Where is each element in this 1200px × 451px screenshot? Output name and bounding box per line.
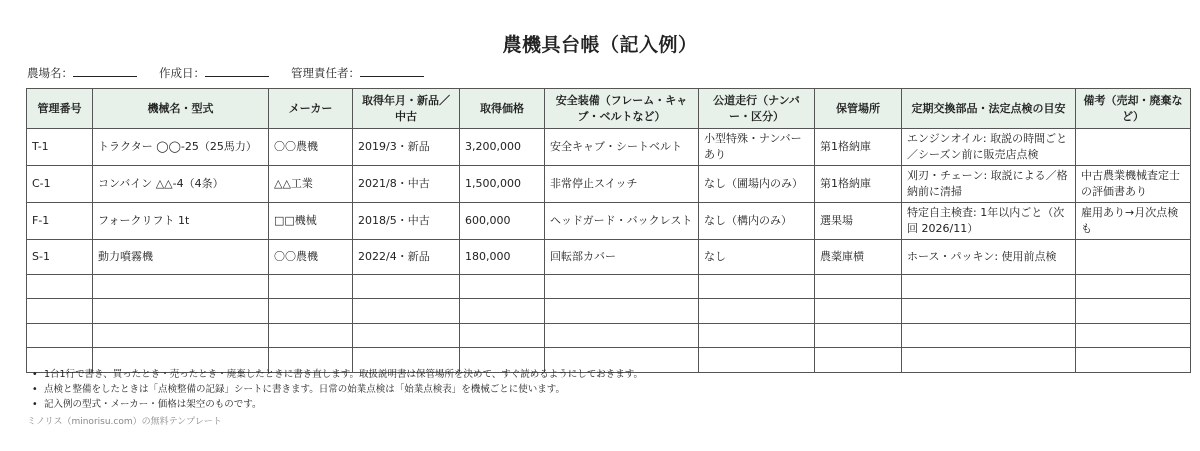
table-cell[interactable]: 中古農業機械査定士の評価書あり [1076, 165, 1191, 202]
note-item: • 1台1行で書き、買ったとき・売ったとき・廃棄したときに書き直します。取扱説明書は保管場所を決めて、すぐ読めるようにしておきます。 [30, 367, 643, 382]
empty-cell[interactable] [815, 299, 902, 324]
empty-cell[interactable] [699, 348, 815, 373]
equipment-ledger-table [26, 88, 1191, 373]
empty-cell[interactable] [699, 274, 815, 299]
empty-cell[interactable] [815, 323, 902, 348]
header-maker: メーカー [269, 89, 353, 129]
table-row [27, 239, 1191, 274]
table-row [27, 129, 1191, 166]
table-cell[interactable]: △△工業 [269, 165, 353, 202]
header-inspection: 定期交換部品・法定点検の目安 [902, 89, 1076, 129]
header-price: 取得価格 [460, 89, 545, 129]
note-item: • 点検と整備をしたときは「点検整備の記録」シートに書きます。日常の始業点検は「始業点検表」を機械ごとに使います。 [30, 382, 643, 397]
empty-cell[interactable] [902, 299, 1076, 324]
header-acquired: 取得年月・新品／中古 [353, 89, 460, 129]
header-road: 公道走行（ナンバー・区分） [699, 89, 815, 129]
empty-cell[interactable] [1076, 323, 1191, 348]
table-cell[interactable]: C-1 [27, 165, 93, 202]
header-remarks: 備考（売却・廃棄など） [1076, 89, 1191, 129]
table-cell[interactable]: 特定自主検査: 1年以内ごと（次回 2026/11） [902, 202, 1076, 239]
table-cell[interactable]: 2018/5・中古 [353, 202, 460, 239]
table-cell[interactable]: 第1格納庫 [815, 129, 902, 166]
empty-table-row [27, 299, 1191, 324]
manager-label: 管理責任者： [291, 66, 360, 80]
table-cell[interactable]: 2021/8・中古 [353, 165, 460, 202]
empty-cell[interactable] [27, 299, 93, 324]
table-cell[interactable]: なし（圃場内のみ） [699, 165, 815, 202]
table-cell[interactable]: F-1 [27, 202, 93, 239]
header-storage: 保管場所 [815, 89, 902, 129]
table-cell[interactable]: ヘッドガード・バックレスト [545, 202, 699, 239]
table-cell[interactable]: なし [699, 239, 815, 274]
note-item: • 記入例の型式・メーカー・価格は架空のものです。 [30, 397, 643, 412]
table-cell[interactable]: 1,500,000 [460, 165, 545, 202]
table-cell[interactable]: 農薬庫横 [815, 239, 902, 274]
empty-cell[interactable] [1076, 274, 1191, 299]
footer-credit: ミノリス（minorisu.com）の無料テンプレート [27, 417, 222, 427]
created-date-blank[interactable] [205, 65, 269, 77]
notes-list [30, 367, 643, 412]
created-date-label: 作成日： [159, 66, 205, 80]
manager-blank[interactable] [360, 65, 424, 77]
table-cell[interactable]: なし（構内のみ） [699, 202, 815, 239]
empty-cell[interactable] [93, 274, 269, 299]
empty-cell[interactable] [93, 323, 269, 348]
empty-cell[interactable] [269, 274, 353, 299]
empty-cell[interactable] [699, 323, 815, 348]
farm-name-blank[interactable] [73, 65, 137, 77]
table-cell[interactable]: 小型特殊・ナンバーあり [699, 129, 815, 166]
table-cell[interactable]: 3,200,000 [460, 129, 545, 166]
empty-cell[interactable] [93, 299, 269, 324]
table-cell[interactable]: 回転部カバー [545, 239, 699, 274]
manager-field[interactable] [291, 65, 424, 81]
header-machine: 機械名・型式 [93, 89, 269, 129]
table-cell[interactable]: 動力噴霧機 [93, 239, 269, 274]
empty-table-row [27, 274, 1191, 299]
meta-fields [27, 65, 446, 81]
empty-cell[interactable] [460, 323, 545, 348]
table-cell[interactable]: 雇用あり→月次点検も [1076, 202, 1191, 239]
table-row [27, 165, 1191, 202]
created-date-field[interactable] [159, 65, 269, 81]
empty-table-row [27, 323, 1191, 348]
table-cell[interactable]: 選果場 [815, 202, 902, 239]
empty-cell[interactable] [545, 274, 699, 299]
empty-cell[interactable] [902, 274, 1076, 299]
table-row [27, 202, 1191, 239]
table-cell[interactable]: トラクター ◯◯-25（25馬力） [93, 129, 269, 166]
empty-cell[interactable] [902, 348, 1076, 373]
table-cell[interactable]: 非常停止スイッチ [545, 165, 699, 202]
empty-cell[interactable] [269, 323, 353, 348]
empty-cell[interactable] [27, 274, 93, 299]
table-cell[interactable]: 〇〇農機 [269, 129, 353, 166]
table-cell[interactable]: エンジンオイル: 取説の時間ごと／シーズン前に販売店点検 [902, 129, 1076, 166]
table-cell[interactable]: 第1格納庫 [815, 165, 902, 202]
empty-cell[interactable] [902, 323, 1076, 348]
page-title: 農機具台帳（記入例） [502, 34, 698, 56]
table-cell[interactable]: 2019/3・新品 [353, 129, 460, 166]
table-cell[interactable]: S-1 [27, 239, 93, 274]
table-cell[interactable]: フォークリフト 1t [93, 202, 269, 239]
empty-cell[interactable] [1076, 299, 1191, 324]
table-cell[interactable]: 600,000 [460, 202, 545, 239]
empty-cell[interactable] [815, 348, 902, 373]
empty-cell[interactable] [353, 323, 460, 348]
table-cell[interactable]: 180,000 [460, 239, 545, 274]
table-cell[interactable]: T-1 [27, 129, 93, 166]
empty-cell[interactable] [27, 323, 93, 348]
empty-cell[interactable] [269, 299, 353, 324]
empty-cell[interactable] [815, 274, 902, 299]
table-cell[interactable]: 安全キャブ・シートベルト [545, 129, 699, 166]
table-cell[interactable] [1076, 129, 1191, 166]
table-cell[interactable] [1076, 239, 1191, 274]
empty-cell[interactable] [1076, 348, 1191, 373]
table-cell[interactable]: □□機械 [269, 202, 353, 239]
empty-cell[interactable] [699, 299, 815, 324]
table-cell[interactable]: 〇〇農機 [269, 239, 353, 274]
empty-cell[interactable] [353, 299, 460, 324]
table-cell[interactable]: コンバイン △△-4（4条） [93, 165, 269, 202]
table-cell[interactable]: ホース・パッキン: 使用前点検 [902, 239, 1076, 274]
empty-cell[interactable] [460, 299, 545, 324]
empty-cell[interactable] [353, 274, 460, 299]
header-safety: 安全装備（フレーム・キャブ・ベルトなど） [545, 89, 699, 129]
table-cell[interactable]: 2022/4・新品 [353, 239, 460, 274]
empty-cell[interactable] [460, 274, 545, 299]
header-id: 管理番号 [27, 89, 93, 129]
farm-name-field[interactable] [27, 65, 137, 81]
farm-name-label: 農場名： [27, 66, 73, 80]
table-header-row [27, 89, 1191, 129]
table-cell[interactable]: 刈刃・チェーン: 取説による／格納前に清掃 [902, 165, 1076, 202]
empty-cell[interactable] [545, 323, 699, 348]
empty-cell[interactable] [545, 299, 699, 324]
